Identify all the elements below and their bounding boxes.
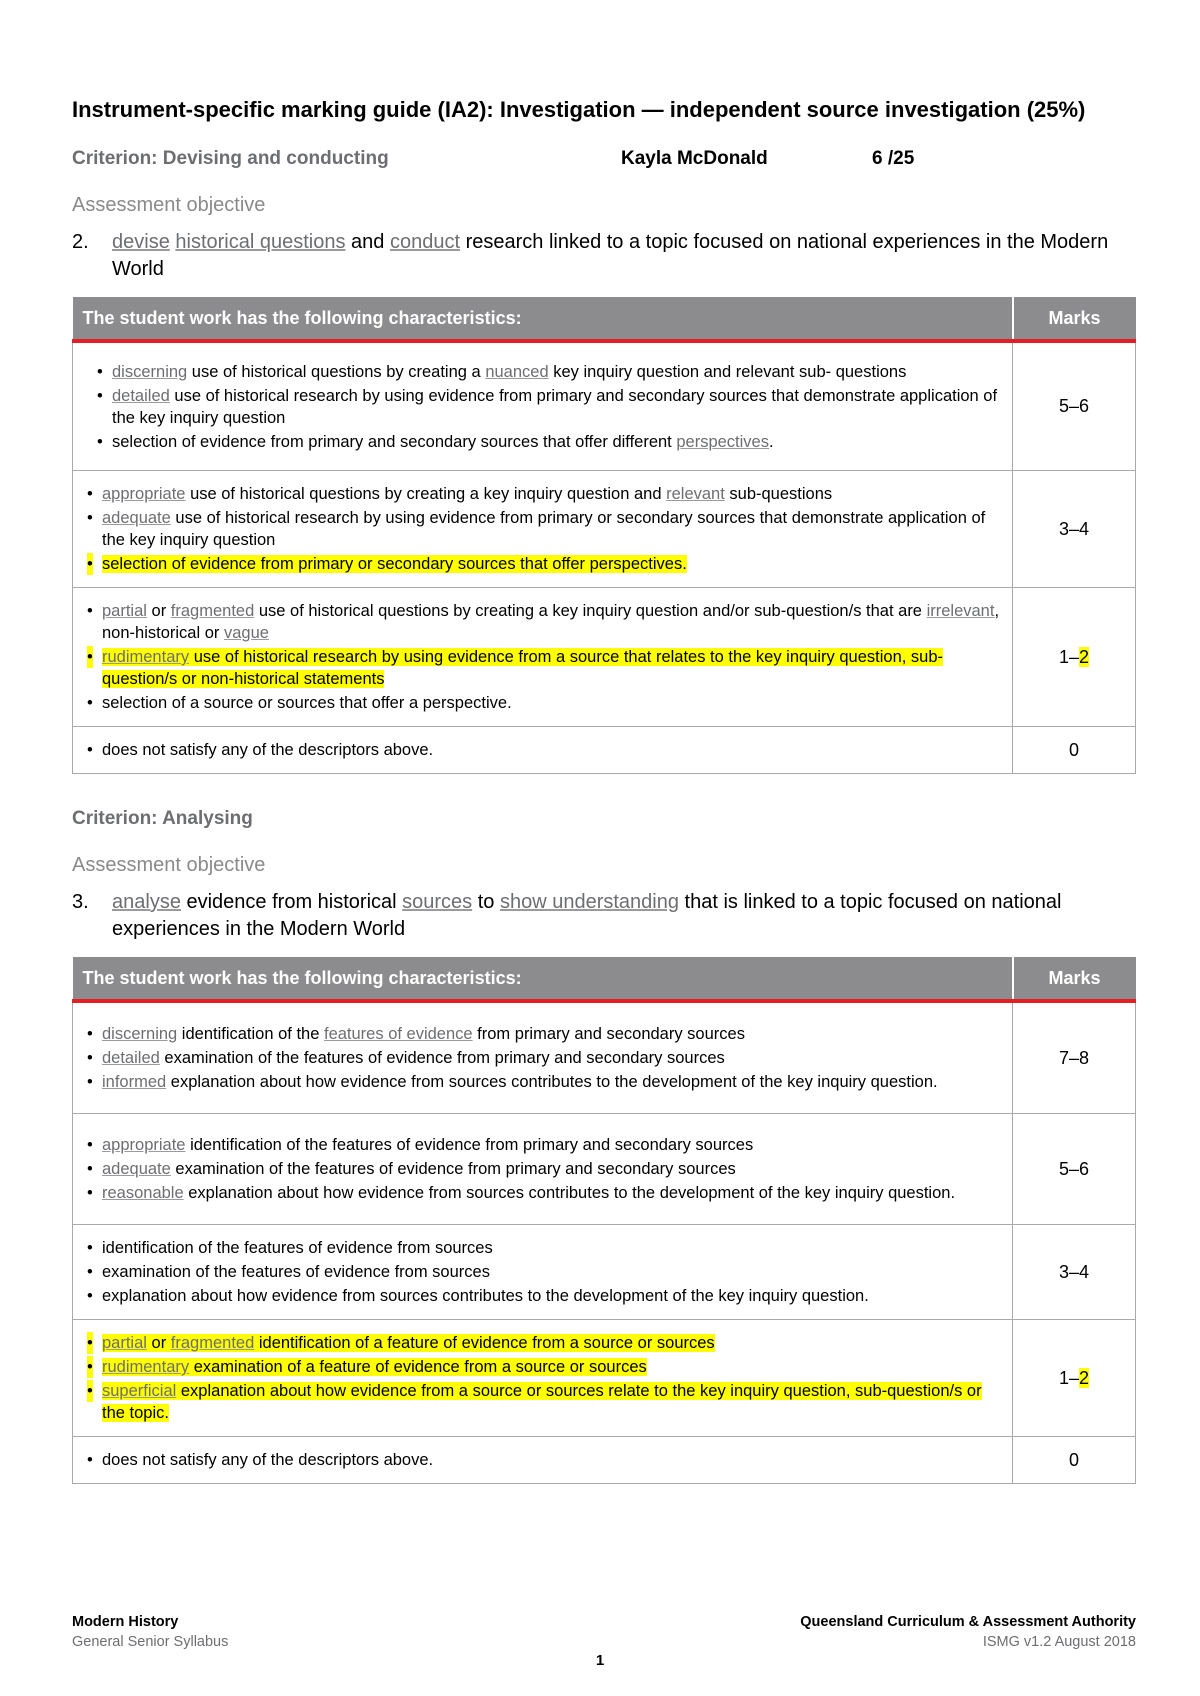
assessment-objective-2 [72,889,1136,943]
table-row [73,1114,1136,1225]
criterion-2-label: Criterion: Analysing [72,808,253,829]
footer-syllabus: General Senior Syllabus [72,1634,229,1650]
table-row [73,588,1136,727]
marks-cell: 1–2 [1013,588,1136,727]
descriptor-cell: • partial or fragmented use of historical questions by creating a key inquiry question and/or sub-question/s that are irrelevant, non-historical or vague • rudimentary use of historical research by using evidence from a source that relates to the key inquiry question, sub-question/s or non-historical statements • selection of a source or sources that offer a perspective. [73,588,1013,727]
marks-cell: 3–4 [1013,471,1136,588]
descriptor-cell: • partial or fragmented identification of a feature of evidence from a source or sources • rudimentary examination of a feature of evidence from a source or sources • superficial explanation about how evidence from a source or sources relate to the key inquiry question, sub-question/s or the topic. [73,1320,1013,1437]
objective-number: 3. [72,891,89,913]
table-header-row [73,297,1136,341]
footer-right [800,1612,1136,1652]
assessment-objective-heading-1: Assessment objective [72,194,266,216]
descriptor-cell: • does not satisfy any of the descriptors above. [73,727,1013,774]
descriptor-cell: • does not satisfy any of the descriptors above. [73,1437,1013,1484]
table-row [73,1001,1136,1114]
footer-version: ISMG v1.2 August 2018 [982,1634,1136,1650]
assessment-objective-1 [72,229,1136,283]
footer-subject: Modern History [72,1614,179,1630]
marks-cell: 5–6 [1013,341,1136,471]
criterion-1-header [72,148,1136,170]
table-row [73,471,1136,588]
footer-authority: Queensland Curriculum & Assessment Authority [800,1614,1136,1630]
header-marks: Marks [1013,297,1136,341]
table-row [73,341,1136,471]
descriptor-cell: • appropriate identification of the features of evidence from primary and secondary sources • adequate examination of the features of evidence from primary and secondary sources • reasonable explanation about how evidence from sources contributes to the development of the key inquiry question. [73,1114,1013,1225]
table-row [73,1225,1136,1320]
page-number: 1 [595,1652,605,1669]
page-title: Instrument-specific marking guide (IA2): Investigation — independent source investigation (25%) [72,97,1086,122]
student-name: Kayla McDonald [621,148,768,169]
criterion-1-label: Criterion: Devising and conducting [72,148,389,169]
descriptor-cell: • identification of the features of evidence from sources • examination of the features of evidence from sources • explanation about how evidence from sources contributes to the development of the key inquiry question. [73,1225,1013,1320]
header-characteristics: The student work has the following characteristics: [73,297,1013,341]
marks-cell: 1–2 [1013,1320,1136,1437]
objective-text: analyse evidence from historical sources to show understanding that is linked to a topic focused on national experiences in the Modern World [112,891,1062,940]
total-score: 6 /25 [872,148,915,169]
footer-left [72,1612,228,1652]
marks-cell: 0 [1013,1437,1136,1484]
marks-cell: 0 [1013,727,1136,774]
descriptor-cell: • discerning identification of the features of evidence from primary and secondary sources • detailed examination of the features of evidence from primary and secondary sources • informed explanation about how evidence from sources contributes to the development of the key inquiry question. [73,1001,1013,1114]
assessment-objective-heading-2: Assessment objective [72,854,266,876]
marks-cell: 7–8 [1013,1001,1136,1114]
table-row [73,727,1136,774]
table-row [73,1320,1136,1437]
table-row [73,1437,1136,1484]
marks-cell: 5–6 [1013,1114,1136,1225]
criterion-1-table [72,297,1136,774]
objective-text: devise historical questions and conduct research linked to a topic focused on national experiences in the Modern World [112,231,1109,280]
marks-cell: 3–4 [1013,1225,1136,1320]
objective-number: 2. [72,231,89,253]
criterion-2-table [72,957,1136,1484]
descriptor-cell: • appropriate use of historical questions by creating a key inquiry question and relevant sub-questions • adequate use of historical research by using evidence from primary or secondary sources that demonstrate application of the key inquiry question • selection of evidence from primary or secondary sources that offer perspectives. [73,471,1013,588]
descriptor-cell: • discerning use of historical questions by creating a nuanced key inquiry question and relevant sub- questions • detailed use of historical research by using evidence from primary and secondary sources that demonstrate application of the key inquiry question • selection of evidence from primary and secondary sources that offer different perspectives. [73,341,1013,471]
header-characteristics: The student work has the following characteristics: [73,957,1013,1001]
header-marks: Marks [1013,957,1136,1001]
table-header-row [73,957,1136,1001]
document-page [72,96,1136,1484]
